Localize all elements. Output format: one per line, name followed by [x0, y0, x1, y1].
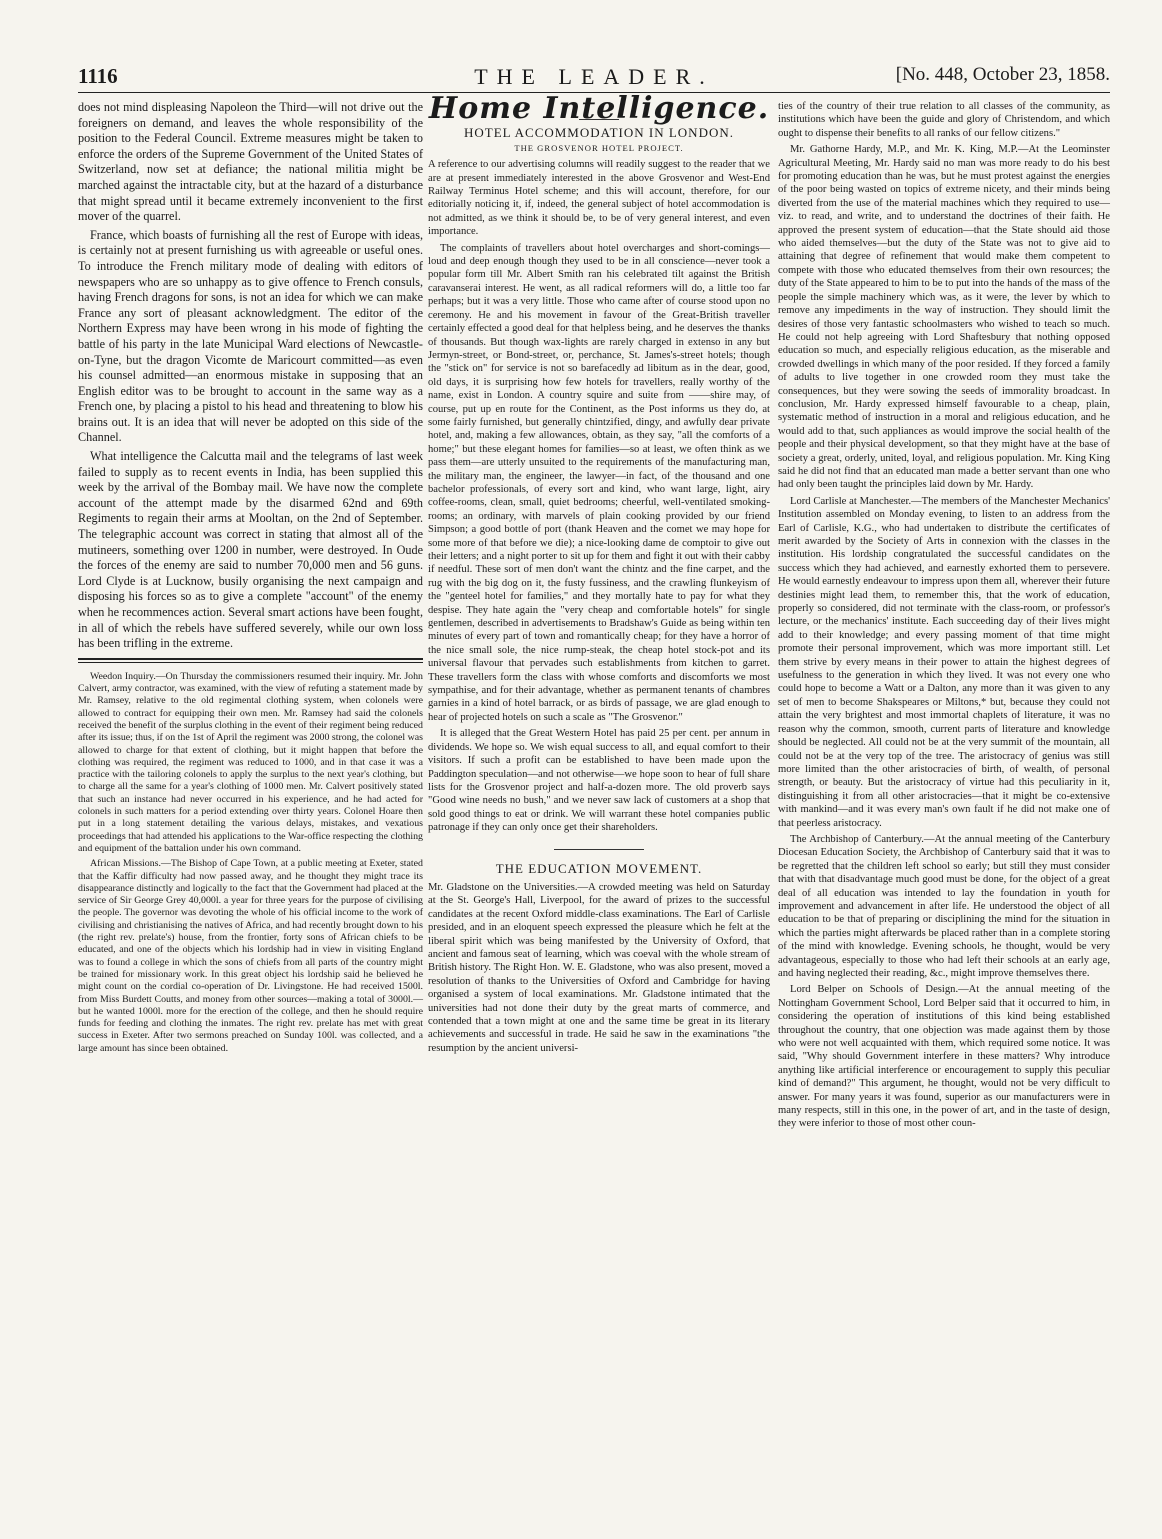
- news-items: [78, 671, 423, 1055]
- column-2: [428, 91, 770, 1058]
- paragraph: A reference to our advertising columns will readily suggest to the reader that we are at present immediately interested in the above Grosvenor and West-End Railway Terminus Hotel scheme; and this will account, therefore, for our editorially noticing it, if, indeed, the general subject of hotel accommodation is not admitted, as we think it should be, to be of very general interest, and even importance.: [428, 159, 770, 238]
- page-header: [78, 64, 1110, 93]
- issue-info: [No. 448, October 23, 1858.: [895, 64, 1110, 85]
- masthead: THE LEADER.: [474, 64, 714, 89]
- section-divider: [78, 658, 423, 663]
- paragraph: Lord Carlisle at Manchester.—The members of the Manchester Mechanics' Institution assembled on Monday evening, to listen to an address from the Earl of Carlisle, K.G., who had undertaken to distribute the certificates of merit awarded by the Society of Arts in connexion with the classes in the institution. His lordship congratulated the successful candidates on the success which they had achieved, and earnestly exhorted them to persevere. He would earnestly endeavour to impress upon them all, wherever their future destinies might lead them, to remember this, that the work of education, properly so considered, did not terminate with the class-room, or professor's lecture, or the mechanics' institute. Each succeeding day of their lives might add to their knowledge; and every passing moment of that time might promote their personal improvement, which was more important still. Let them strive by every means in their power to attain the highest degrees of usefulness to the generation in which they lived. It was not every one who could hope to become a Watt or a Dalton, any more than it was given to any set of men to become Shakspeares or Miltons,* but, because they could not attain the very brightest and most immortal chaplets of literature, it was no reason why the common, smooth, current parts of literature and knowledge should be neglected. All could not be at the very summit of the mountain, all could not be at the very top of the tree. The aristocracy of genius was still more limited than the other aristocracies of birth, of wealth, of personal strength, or beauty. But the aristocracy of virtue had this peculiarity in it, distinguishing it from all other aristocracies—that it might be co-extensive with mankind—and it was every man's own fault if he did not make one of that peerless aristocracy.: [778, 495, 1110, 829]
- paragraph: The Archbishop of Canterbury.—At the annual meeting of the Canterbury Diocesan Education Society, the Archbishop of Canterbury said that it was to be regretted that the children left school so early; but still they must consider that with that disadvantage much good must be done, for the object of a great deal of all education was intended to lay the foundation in youth for improvement and advancement in after life. He understood the object of all education to be that of preparing or disciplining the mind for the situation in which the parties might afterwards be placed rather than in a complete storing of the mind with knowledge. Evening schools, he thought, would be very advantageous, especially to those who had left their schools at an early age, and having neglected their reading, &c., might improve themselves there.: [778, 833, 1110, 979]
- article-subtitle: THE GROSVENOR HOTEL PROJECT.: [514, 142, 684, 153]
- section-title: Home Intelligence.: [428, 91, 770, 126]
- paragraph: African Missions.—The Bishop of Cape Town, at a public meeting at Exeter, stated that the Kaffir difficulty had now passed away, and he thought they might trace its disappearance distinctly and logically to the fact that the Government had placed at the service of Sir George Grey 40,000l. a year for three years for the purpose of civilising the people. The governor was devoting the whole of his official income to the work of civilising and christianising the natives of Africa, and had recently brought down to his (the right rev. prelate's) house, from the frontier, forty sons of African chiefs to be educated, and one of the objects which his lordship had in view in visiting England was to found a college in which the sons of chiefs from all parts of the country might be trained for missionary work. In this great object his lordship said he believed he might count on the cordial co-operation of Dr. Livingstone. He had received 1500l. from Miss Burdett Coutts, and money from other sources—making a total of 3000l.—but he wanted 1000l. more for the erection of the college, and then he should require funds for feeding and clothing the inmates. The right rev. prelate has met with great success in Exeter. After two sermons preached on Sunday 100l. was collected, and a large amount has since been obtained.: [78, 858, 423, 1054]
- article-title: HOTEL ACCOMMODATION IN LONDON.: [463, 125, 734, 141]
- article-title: THE EDUCATION MOVEMENT.: [495, 860, 703, 876]
- paragraph: does not mind displeasing Napoleon the Third—will not drive out the foreigners on demand, and leaves the whole responsibility of the position to the Federal Council. Extreme measures might be taken to enforce the orders of the Supreme Government of the United States of Switzerland, now set at defiance; the national militia might be marched against the intractable city, but at the hazard of a disturbance that might spread until it became extremely inconvenient to the first mover of the quarrel.: [78, 100, 423, 224]
- paragraph: France, which boasts of furnishing all the rest of Europe with ideas, is certainly not at present furnishing us with agreeable or useful ones. To introduce the French military mode of dealing with editors of newspapers who are so unhappy as to give offence to French consuls, having French dragons for sons, is not an idea for which we can make France any sort of pleasant acknowledgment. The editor of the Northern Express may have been wrong in his mode of fighting the battle of his party in the late Municipal Ward elections of Newcastle-on-Tyne, but the dragon Vicomte de Maricourt committed—as even his counsel admitted—an enormous mistake in supposing that an English editor was to be brought to account in the same way as a French one, by placing a pistol to his head and threatening to blow his brains out. It is an idea that will never be adopted on this side of the Channel.: [78, 227, 423, 445]
- divider: [554, 849, 644, 850]
- paragraph: Mr. Gathorne Hardy, M.P., and Mr. K. King, M.P.—At the Leominster Agricultural Meeting, Mr. Hardy said no man was more ready to do his best for promoting education than he was, but he must protest against the energies of the poor being wasted on topics of extreme nicety, and their minds being diverted from the use of the material machines which they required to use—viz. to read, and write, and to understand the doctrines of their faith. He approved the present system of education—that the State should aid those who aided themselves—but the duty of the State was not to give aid to attaining that degree of refinement that would make them competent to compete with those who educated themselves from their own resources; the duty of the State appeared to him to be to put into the hands of the mass of the people the simple machinery which was, as it were, the lever by which to remove any impediments in the way of instruction. They should limit the desires of those very fantastic schoolmasters who wished to teach so much. He could not help agreeing with Lord Shaftesbury that nothing opposed education so much, and especially religious education, as the miserable and crowded dwellings in which many of the poor resided. If they forced a family of adults to live together in one crowded room they must take the consequences, but they were sowing the seeds of immorality broadcast. In conclusion, Mr. Hardy expressed himself favourable to a cheap, plain, systematic method of instruction in a moral and religious education, and he would add to that, such appliances as would improve the social health of the people and their physical development, so that they might have at the base of society a great, orderly, united, loyal, and religious population. Mr. King King said he did not find that an educated man made a better servant than one who had only been taught the principles laid down by Mr. Hardy.: [778, 144, 1110, 491]
- paragraph: Mr. Gladstone on the Universities.—A crowded meeting was held on Saturday at the St. George's Hall, Liverpool, for the award of prizes to the successful candidates at the recent Oxford middle-class examinations. The Earl of Carlisle presided, and in an eloquent speech expressed the pleasure which he felt at the liberal spirit which was being manifested by the University of Oxford, that ancient and famous seat of learning, which was coeval with the whole stream of British history. The Right Hon. W. E. Gladstone, who was also present, moved a resolution of thanks to the Universities of Oxford and Cambridge for having organised a system of local examinations. Mr. Gladstone intimated that the universities had not done their duty by the great marts of commerce, and contended that a town might at one and the same time be great in its literary achievements and successful in trade. He said he saw in the examinations "the resumption by the ancient universi-: [428, 881, 770, 1054]
- paragraph: What intelligence the Calcutta mail and the telegrams of last week failed to supply as to recent events in India, has been supplied this week by the arrival of the Bombay mail. We have now the complete account of the attempt made by the disarmed 62nd and 69th Regiments to regain their arms at Mooltan, on the 2nd of September. The telegraphic account was correct in stating that almost all of the mutineers, something over 1200 in number, were destroyed. In Oude the forces of the enemy are said to number 70,000 men and 56 guns. Lord Clyde is at Lucknow, busily organising the next campaign and disposing his forces so as to give a complete "account" of the enemy when he recommences action. Several smart actions have been fought, in all of which the rebels have suffered severely, while our own loss has been trifling in the extreme.: [78, 449, 423, 651]
- paragraph: The complaints of travellers about hotel overcharges and short-comings—loud and deep enough though they used to be in all conscience—never took a popular form till Mr. Albert Smith ran his celebrated tilt against the British caravanserai interest. He went, as all radical reformers will do, a little too far perhaps; but it was a very little. Those who came after of course stood upon no ceremony. He and his movement in favour of the Great-British traveller certainly effected a good deal for that helpless being, and he deserves the thanks of thousands. But though wax-lights are rarely charged in extenso in any but Jermyn-street, or Bond-street, or, perchance, St. James's-street hotels; though the "stick on" for service is not so barefacedly ad libitum as in the dear, good, old days, it is surprising how few hotels for travellers, really worthy of the name, exist in London. A country squire and suite from ——shire may, of course, put up en route for the Continent, as the Post informs us they do, at some fairly furnished, but generally chintzified, dingy, and awfully dear private hotel, and, making a few allowances, obtain, as they say, "all the comforts of a home;" but these elegant homes for families—so at least, we often think as we pass them—are utterly unsuited to the requirements of the manufacturing man, the military man, the engineer, the lawyer—in fact, of the thousand and one bachelor professionals, of every sort and kind, who want large, light, airy coffee-rooms, clean, small, quiet bedrooms; cheerful, well-ventilated smoking-rooms; an ordinary, with marvels of plain cooking provided by our friend Simpson; a good bottle of port (thank Heaven and the comet we may hope for some more of that before we die); a nice-looking dame de comptoir to give out their letters; and a night porter to sit up for them and fight it out with their cabby if needful. These sort of men don't want the chintz and the fine carpet, and the rug with the big dog on it, the fusty fussiness, and the crawling flunkeyism of the "genteel hotel for families," and they mortally hate to pay for what they despise. They hate again the "very cheap and comfortable hotels" for single gentlemen, described in advertisements to Bradshaw's Guide as being within ten minutes of every part of town and romantically cheap; for they have a horror of the nice small sole, the nice rump-steak, the cheap hotel stock-pot and its universal flavour that pervades such establishments from kitchen to garret. These travellers form the class with whose comforts and discomforts we most sympathise, and for their advantage, whether as permanent tenants of chambres garnies in a kind of hotel barrack, or as birds of passage, we are glad enough to hear of projected hotels on such a scale as "The Grosvenor.": [428, 242, 770, 723]
- paragraph: Lord Belper on Schools of Design.—At the annual meeting of the Nottingham Government School, Lord Belper said that it occurred to him, in considering the operation of institutions of this kind being established throughout the country, that one objection was made against them by those who were not well acquainted with them, which required some notice. It was said, "Why should Government interfere in these matters? Why introduce anything like artificial interference or encouragement to supply this peculiar kind of demand?" This argument, he thought, would not be very difficult to answer. For many years it was found, superior as our manufacturers were in many respects, still in this one, in the power of art, and in the taste of design, they were inferior to those of most other coun-: [778, 984, 1110, 1130]
- paragraph: ties of the country of their true relation to all classes of the community, as institutions which have been the guide and glory of Christendom, and which ought to dispense their benefits to all ranks of our fellow citizens.": [778, 101, 1110, 139]
- column-3: [778, 100, 1110, 1134]
- paragraph: It is alleged that the Great Western Hotel has paid 25 per cent. per annum in dividends. We hope so. We wish equal success to all, and equal comfort to their visitors. If such a profit can be established to have been made upon the Paddington speculation—and not otherwise—we hope soon to hear of full share lists for the Grosvenor project and half-a-dozen more. The old proverb says "Good wine needs no bush," and we never saw lack of customers at a shop that sold good things to eat or drink. We will warrant these hotel companies public patronage if they can only once get their shareholders.: [428, 728, 770, 834]
- paragraph: Weedon Inquiry.—On Thursday the commissioners resumed their inquiry. Mr. John Calvert, army contractor, was examined, with the view of refuting a statement made by Mr. Ramsey, relative to the old regimental clothing system, when colonels were allowed to contract for equipping their own men. Mr. Ramsey had said the colonels received the benefit of the surplus clothing in the event of their regiment being reduced after its issue; thus, if on the 1st of April the regiment was 2000 strong, the colonel was allowed to charge for that extent of clothing, but it might happen that before the clothing was required, the regiment was reduced to 1000, and in that case it was a practice with the tailoring colonels to apply the surplus to the next year's clothing, but to charge all the same for a year's clothing of 1000 men. Mr. Calvert positively stated that such an instance had never occurred in his experience, and he had acted for colonels in such matters for a period extending over thirty years. Colonel Hoare then put in a long statement detailing the various delays, mistakes, and vexatious proceedings that had attended his applications to the War-office respecting the clothing and equipment of the battalion under his own command.: [78, 670, 423, 854]
- lead-article: [78, 100, 423, 652]
- column-1: [78, 100, 423, 1058]
- page-number: 1116: [78, 64, 118, 88]
